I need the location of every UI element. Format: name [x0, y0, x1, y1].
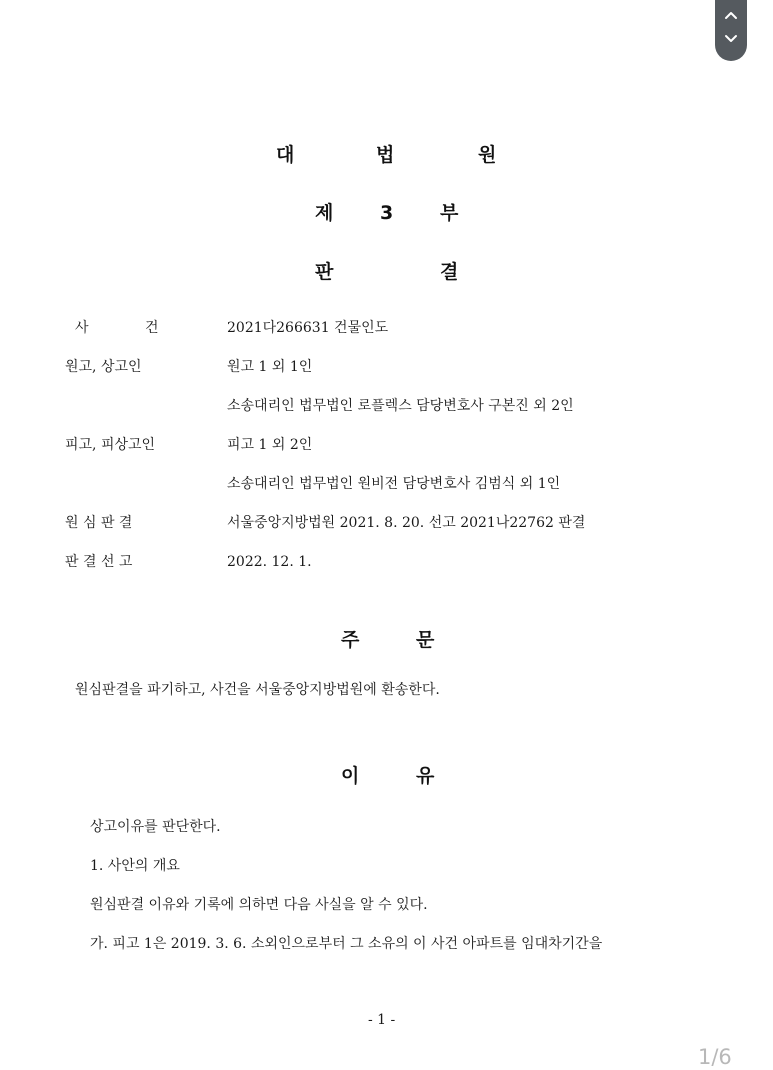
case-number: 2021다266631 건물인도	[227, 320, 389, 336]
lower-judgment-value: 서울중앙지방법원 2021. 8. 20. 선고 2021나22762 판결	[227, 515, 586, 531]
plaintiff-counsel: 소송대리인 법무법인 로플렉스 담당변호사 구본진 외 2인	[227, 398, 574, 414]
defendant-value: 피고 1 외 2인	[227, 437, 313, 453]
plaintiff-value: 원고 1 외 1인	[227, 359, 313, 375]
disposition-heading-char: 문	[416, 629, 435, 651]
court-title-char: 원	[478, 144, 497, 166]
next-page-button[interactable]	[715, 26, 747, 52]
defendant-counsel: 소송대리인 법무법인 원비전 담당변호사 김범식 외 1인	[227, 476, 561, 492]
page-number: - 1 -	[368, 1012, 396, 1028]
court-title-char: 법	[376, 144, 395, 166]
paragraph: 가. 피고 1은 2019. 3. 6. 소외인으로부터 그 소유의 이 사건 아파트를 임대차기간을	[90, 936, 603, 952]
reasons-heading-char: 이	[341, 765, 360, 787]
previous-page-button[interactable]	[715, 2, 747, 28]
division-title-char: 부	[440, 202, 459, 224]
case-label-char: 건	[145, 320, 159, 336]
chevron-down-icon	[724, 34, 738, 44]
section-heading: 1. 사안의 개요	[90, 858, 180, 874]
plaintiff-label: 원고, 상고인	[65, 359, 142, 375]
document-type-char: 결	[440, 261, 459, 283]
reasons-intro: 상고이유를 판단한다.	[90, 819, 221, 835]
division-title-char: 제	[315, 202, 334, 224]
disposition-heading-char: 주	[341, 629, 360, 651]
page-nav-control	[715, 0, 747, 61]
decision-date-label: 판 결 선 고	[65, 554, 133, 570]
division-title-char: 3	[380, 202, 394, 224]
document-type-char: 판	[315, 261, 334, 283]
case-label-char: 사	[75, 320, 89, 336]
decision-date-value: 2022. 12. 1.	[227, 554, 312, 570]
chevron-up-icon	[724, 10, 738, 20]
paragraph: 원심판결 이유와 기록에 의하면 다음 사실을 알 수 있다.	[90, 897, 428, 913]
disposition-text: 원심판결을 파기하고, 사건을 서울중앙지방법원에 환송한다.	[75, 682, 440, 698]
defendant-label: 피고, 피상고인	[65, 437, 156, 453]
page-indicator: 1/6	[698, 1045, 732, 1069]
court-title-char: 대	[276, 144, 295, 166]
lower-judgment-label: 원 심 판 결	[65, 515, 133, 531]
reasons-heading-char: 유	[416, 765, 435, 787]
